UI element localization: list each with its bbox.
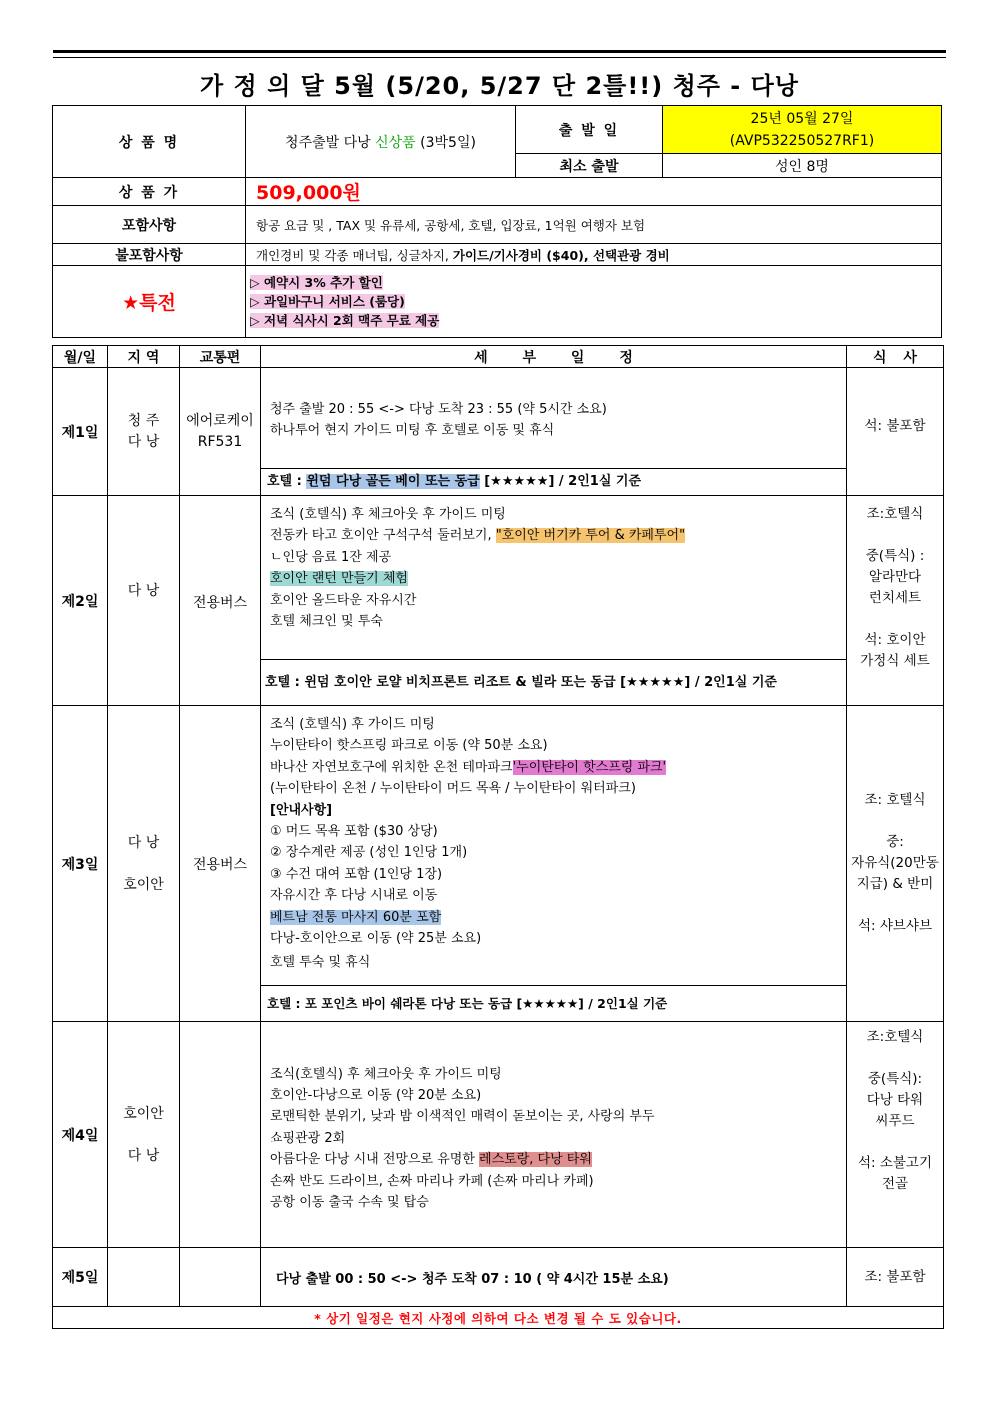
special-benefit-item: ▷ 과일바구니 서비스 (룸당) <box>250 294 405 309</box>
col-header-detail: 세 부 일 정 <box>261 346 847 368</box>
special-benefit-label: ★특전 <box>53 266 246 338</box>
day-label: 제3일 <box>53 706 108 1022</box>
day-region: 청 주 다 낭 <box>108 368 180 496</box>
top-rule-thin <box>53 57 946 58</box>
day-meal: 조:호텔식 중(특식) : 알라만다 런치세트 석: 호이안 가정식 세트 <box>847 496 944 706</box>
day-meal: 조:호텔식 중(특식): 다낭 타워 씨푸드 석: 소불고기 전골 <box>847 1022 944 1248</box>
day-region: 다 낭 <box>108 496 180 706</box>
day-detail: 조식 (호텔식) 후 체크아웃 후 가이드 미팅 전동카 타고 호이안 구석구석 둘러보기, "호이안 버기카 투어 & 카페투어" ㄴ인당 음료 1잔 제공 호이안 랜턴 만들기 체험 호이안 올드타운 자유시간 호텔 체크인 및 투숙 <box>261 496 847 660</box>
day-region: 다 낭 호이안 <box>108 706 180 1022</box>
page-title: 가 정 의 달 5월 (5/20, 5/27 단 2틀!!) 청주 - 다낭 <box>200 72 799 100</box>
special-benefit-item: ▷ 예약시 3% 추가 할인 <box>250 275 383 290</box>
col-header-transport: 교통편 <box>180 346 261 368</box>
included-value: 항공 요금 및 , TAX 및 유류세, 공항세, 호텔, 입장료, 1억원 여행자 보험 <box>246 206 942 244</box>
top-rule-thick <box>53 50 946 53</box>
day-region: 호이안 다 낭 <box>108 1022 180 1248</box>
product-name-label: 상 품 명 <box>53 106 246 178</box>
info-table <box>52 105 942 338</box>
schedule-row <box>53 496 944 660</box>
schedule-row <box>53 1248 944 1307</box>
special-benefit-item: ▷ 저녁 식사시 2회 맥주 무료 제공 <box>250 313 440 328</box>
col-header-meal: 식 사 <box>847 346 944 368</box>
col-header-date: 월/일 <box>53 346 108 368</box>
day-meal: 조: 호텔식 중: 자유식(20만동 지급) & 반미 석: 샤브샤브 <box>847 706 944 1022</box>
product-name: 청주출발 다낭 신상품 (3박5일) <box>246 106 516 178</box>
new-product-badge: 신상품 <box>375 134 416 151</box>
day-label: 제1일 <box>53 368 108 496</box>
day-hotel: 호텔 : 포 포인츠 바이 쉐라톤 다낭 또는 동급 [★★★★★] / 2인1실 기준 <box>261 986 847 1022</box>
schedule-row <box>53 1022 944 1248</box>
excluded-label: 불포함사항 <box>53 244 246 266</box>
min-departure-label: 최소 출발 <box>516 154 663 178</box>
day-label: 제4일 <box>53 1022 108 1248</box>
day-detail: 청주 출발 20 : 55 <-> 다낭 도착 23 : 55 (약 5시간 소요) 하나투어 현지 가이드 미팅 후 호텔로 이동 및 휴식 <box>261 368 847 469</box>
schedule-table <box>52 345 944 1329</box>
day-label: 제5일 <box>53 1248 108 1307</box>
day-detail: 조식 (호텔식) 후 가이드 미팅 누이탄타이 핫스프링 파크로 이동 (약 50분 소요) 바나산 자연보호구에 위치한 온천 테마파크'누이탄타이 핫스프링 파크' (누이탄타이 온천 / 누이탄타이 머드 목욕 / 누이탄타이 워터파크) [안내사항] ① 머드 목욕 포함 ($30 상당) ② 장수계란 제공 (성인 1인당 1개) ③ 수건 대여 포함 (1인당 1장) 자유시간 후 다낭 시내로 이동 베트남 전통 마사지 60분 포함 다낭-호이안으로 이동 (약 25분 소요) 호텔 투숙 및 휴식 <box>261 706 847 986</box>
schedule-row <box>53 706 944 986</box>
footer-note: * 상기 일정은 현지 사정에 의하여 다소 변경 될 수 도 있습니다. <box>53 1307 944 1329</box>
special-benefit-list <box>246 266 942 338</box>
schedule-row <box>53 368 944 469</box>
day-detail: 다낭 출발 00 : 50 <-> 청주 도착 07 : 10 ( 약 4시간 15분 소요) <box>261 1248 847 1307</box>
day-transport <box>180 1248 261 1307</box>
day-transport: 에어로케이 RF531 <box>180 368 261 496</box>
col-header-region: 지 역 <box>108 346 180 368</box>
day-label: 제2일 <box>53 496 108 706</box>
departure-label: 출 발 일 <box>516 106 663 154</box>
day-meal: 조: 불포함 <box>847 1248 944 1307</box>
day-transport <box>180 1022 261 1248</box>
price-label: 상 품 가 <box>53 178 246 206</box>
day-region <box>108 1248 180 1307</box>
day-detail: 조식(호텔식) 후 체크아웃 후 가이드 미팅 호이안-다낭으로 이동 (약 20분 소요) 로맨틱한 분위기, 낮과 밤 이색적인 매력이 돋보이는 곳, 사랑의 부두 쇼핑관광 2회 아름다운 다낭 시내 전망으로 유명한 레스토랑, 다낭 타워 손짜 반도 드라이브, 손짜 마리나 카페 (손짜 마리나 카페) 공항 이동 출국 수속 및 탑승 <box>261 1022 847 1248</box>
min-departure-value: 성인 8명 <box>663 154 942 178</box>
included-label: 포함사항 <box>53 206 246 244</box>
excluded-value: 개인경비 및 각종 매너팁, 싱글차지, 가이드/기사경비 ($40), 선택관광 경비 <box>246 244 942 266</box>
price-value: 509,000원 <box>246 178 942 206</box>
departure-date: 25년 05월 27일 (AVP532250527RF1) <box>663 106 942 154</box>
day-transport: 전용버스 <box>180 706 261 1022</box>
day-meal: 석: 불포함 <box>847 368 944 496</box>
day-hotel: 호텔 : 윈덤 호이안 로얄 비치프론트 리조트 & 빌라 또는 동급 [★★★★★] / 2인1실 기준 <box>261 660 847 706</box>
day-transport: 전용버스 <box>180 496 261 706</box>
day-hotel: 호텔 : 윈덤 다낭 골든 베이 또는 동급 [★★★★★] / 2인1실 기준 <box>261 469 847 496</box>
